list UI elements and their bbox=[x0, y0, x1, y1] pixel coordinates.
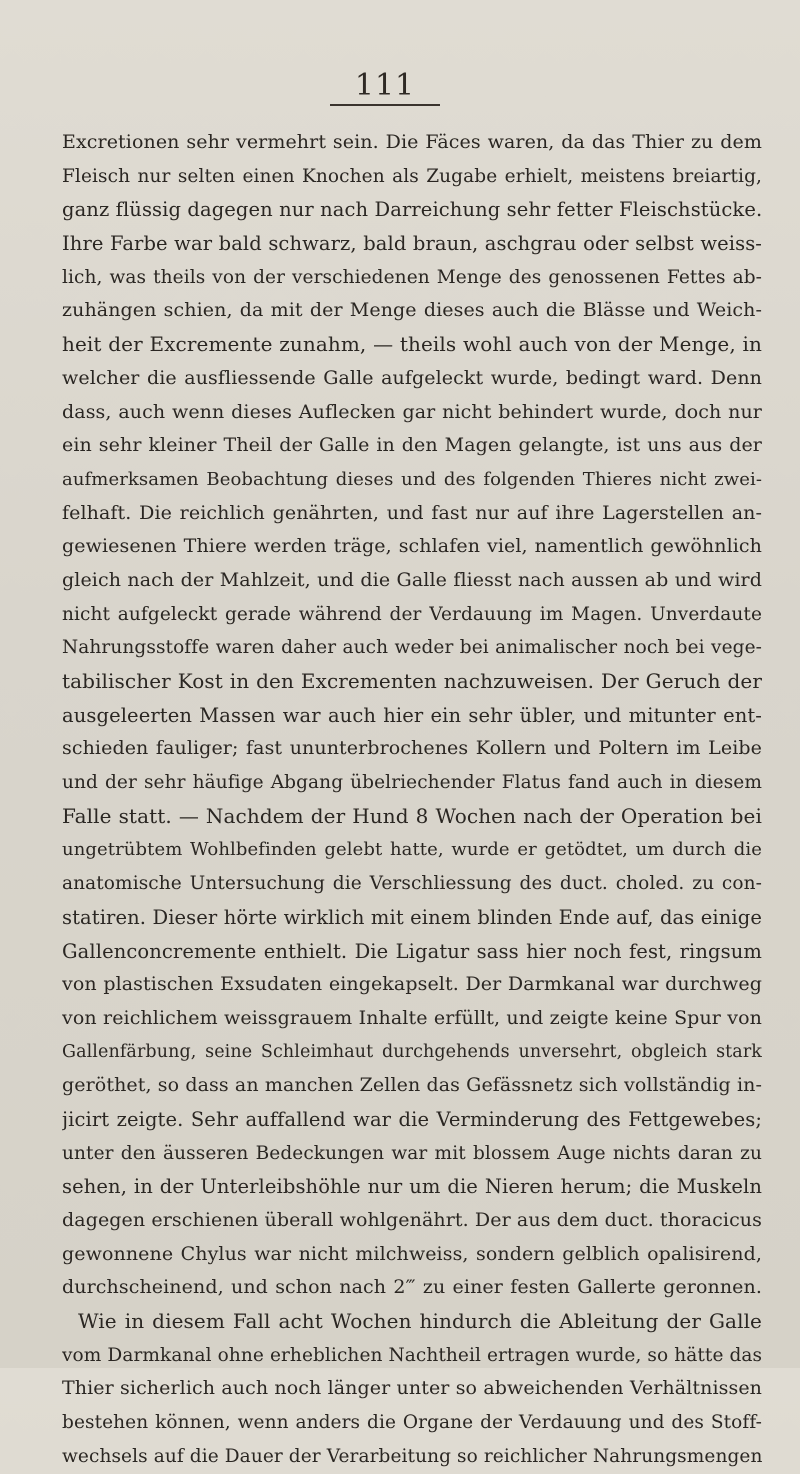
text-line: tabilischer Kost in den Excrementen nachzuweisen. Der Geruch der bbox=[62, 669, 762, 693]
text-line: gleich nach der Mahlzeit, und die Galle fliesst nach aussen ab und wird bbox=[62, 568, 762, 591]
text-line: Ihre Farbe war bald schwarz, bald braun, aschgrau oder selbst weiss- bbox=[62, 232, 762, 256]
text-line: Falle statt. — Nachdem der Hund 8 Wochen nach der Operation bei bbox=[62, 803, 762, 828]
text-line: felhaft. Die reichlich genährten, und fast nur auf ihre Lagerstellen an- bbox=[62, 501, 762, 524]
text-line: ungetrübtem Wohlbefinden gelebt hatte, wurde er getödtet, um durch die bbox=[62, 839, 762, 861]
text-line: Fleisch nur selten einen Knochen als Zugabe erhielt, meistens breiartig, bbox=[62, 165, 762, 187]
text-line: statiren. Dieser hörte wirklich mit einem blinden Ende auf, das einige bbox=[62, 905, 762, 929]
text-line: nicht aufgeleckt gerade während der Verdauung im Magen. Unverdaute bbox=[62, 603, 762, 625]
text-line: ausgeleerten Massen war auch hier ein sehr übler, und mitunter ent- bbox=[62, 703, 762, 727]
text-line: Nahrungsstoffe waren daher auch weder bei animalischer noch bei vege- bbox=[62, 637, 762, 659]
text-line: aufmerksamen Beobachtung dieses und des folgenden Thieres nicht zwei- bbox=[62, 468, 762, 490]
text-line: vom Darmkanal ohne erheblichen Nachtheil ertragen wurde, so hätte das bbox=[62, 1344, 762, 1366]
body-text bbox=[62, 126, 762, 1474]
text-line: sehen, in der Unterleibshöhle nur um die Nieren herum; die Muskeln bbox=[62, 1175, 762, 1199]
text-line: Excretionen sehr vermehrt sein. Die Fäces waren, da das Thier zu dem bbox=[62, 131, 762, 153]
text-line: lich, was theils von der verschiedenen Menge des genossenen Fettes ab- bbox=[62, 266, 762, 288]
text-line: dass, auch wenn dieses Auflecken gar nicht behindert wurde, doch nur bbox=[62, 400, 762, 423]
text-line: heit der Excremente zunahm, — theils wohl auch von der Menge, in bbox=[62, 332, 762, 357]
text-line: von plastischen Exsudaten eingekapselt. Der Darmkanal war durchweg bbox=[62, 973, 762, 996]
header-rule bbox=[330, 104, 440, 106]
paragraph-start-line: Wie in diesem Fall acht Wochen hindurch die Ableitung der Galle bbox=[78, 1309, 762, 1334]
text-line: durchscheinend, und schon nach 2‴ zu einer festen Gallerte geronnen. bbox=[62, 1276, 762, 1299]
text-line: gewiesenen Thiere werden träge, schlafen viel, namentlich gewöhnlich bbox=[62, 535, 762, 558]
text-line: Gallenconcremente enthielt. Die Ligatur sass hier noch fest, ringsum bbox=[62, 939, 762, 963]
text-line: wechsels auf die Dauer der Verarbeitung so reichlicher Nahrungsmengen bbox=[62, 1445, 762, 1467]
text-line: welcher die ausfliessende Galle aufgeleckt wurde, bedingt ward. Denn bbox=[62, 366, 762, 389]
text-line: Gallenfärbung, seine Schleimhaut durchgehends unversehrt, obgleich stark bbox=[62, 1041, 762, 1062]
text-line: anatomische Untersuchung die Verschliessung des duct. choled. zu con- bbox=[62, 873, 762, 895]
text-line: geröthet, so dass an manchen Zellen das Gefässnetz sich vollständig in- bbox=[62, 1074, 762, 1097]
text-line: und der sehr häufige Abgang übelriechender Flatus fand auch in diesem bbox=[62, 772, 762, 794]
text-line: bestehen können, wenn anders die Organe der Verdauung und des Stoff- bbox=[62, 1412, 762, 1434]
page-number: 111 bbox=[354, 68, 416, 103]
text-line: schieden fauliger; fast ununterbrochenes Kollern und Poltern im Leibe bbox=[62, 737, 762, 760]
text-line: Thier sicherlich auch noch länger unter so abweichenden Verhältnissen bbox=[62, 1377, 762, 1400]
text-line: ganz flüssig dagegen nur nach Darreichung sehr fetter Fleischstücke. bbox=[62, 198, 762, 222]
page-header bbox=[330, 70, 440, 106]
text-line: unter den äusseren Bedeckungen war mit blossem Auge nichts daran zu bbox=[62, 1142, 762, 1164]
text-line: zuhängen schien, da mit der Menge dieses auch die Blässe und Weich- bbox=[62, 299, 762, 322]
text-line: gewonnene Chylus war nicht milchweiss, sondern gelblich opalisirend, bbox=[62, 1242, 762, 1265]
text-line: ein sehr kleiner Theil der Galle in den Magen gelangte, ist uns aus der bbox=[62, 434, 762, 457]
text-line: von reichlichem weissgrauem Inhalte erfüllt, und zeigte keine Spur von bbox=[62, 1006, 762, 1029]
text-line: jicirt zeigte. Sehr auffallend war die Verminderung des Fettgewebes; bbox=[62, 1107, 762, 1131]
text-line: dagegen erschienen überall wohlgenährt. Der aus dem duct. thoracicus bbox=[62, 1209, 762, 1231]
